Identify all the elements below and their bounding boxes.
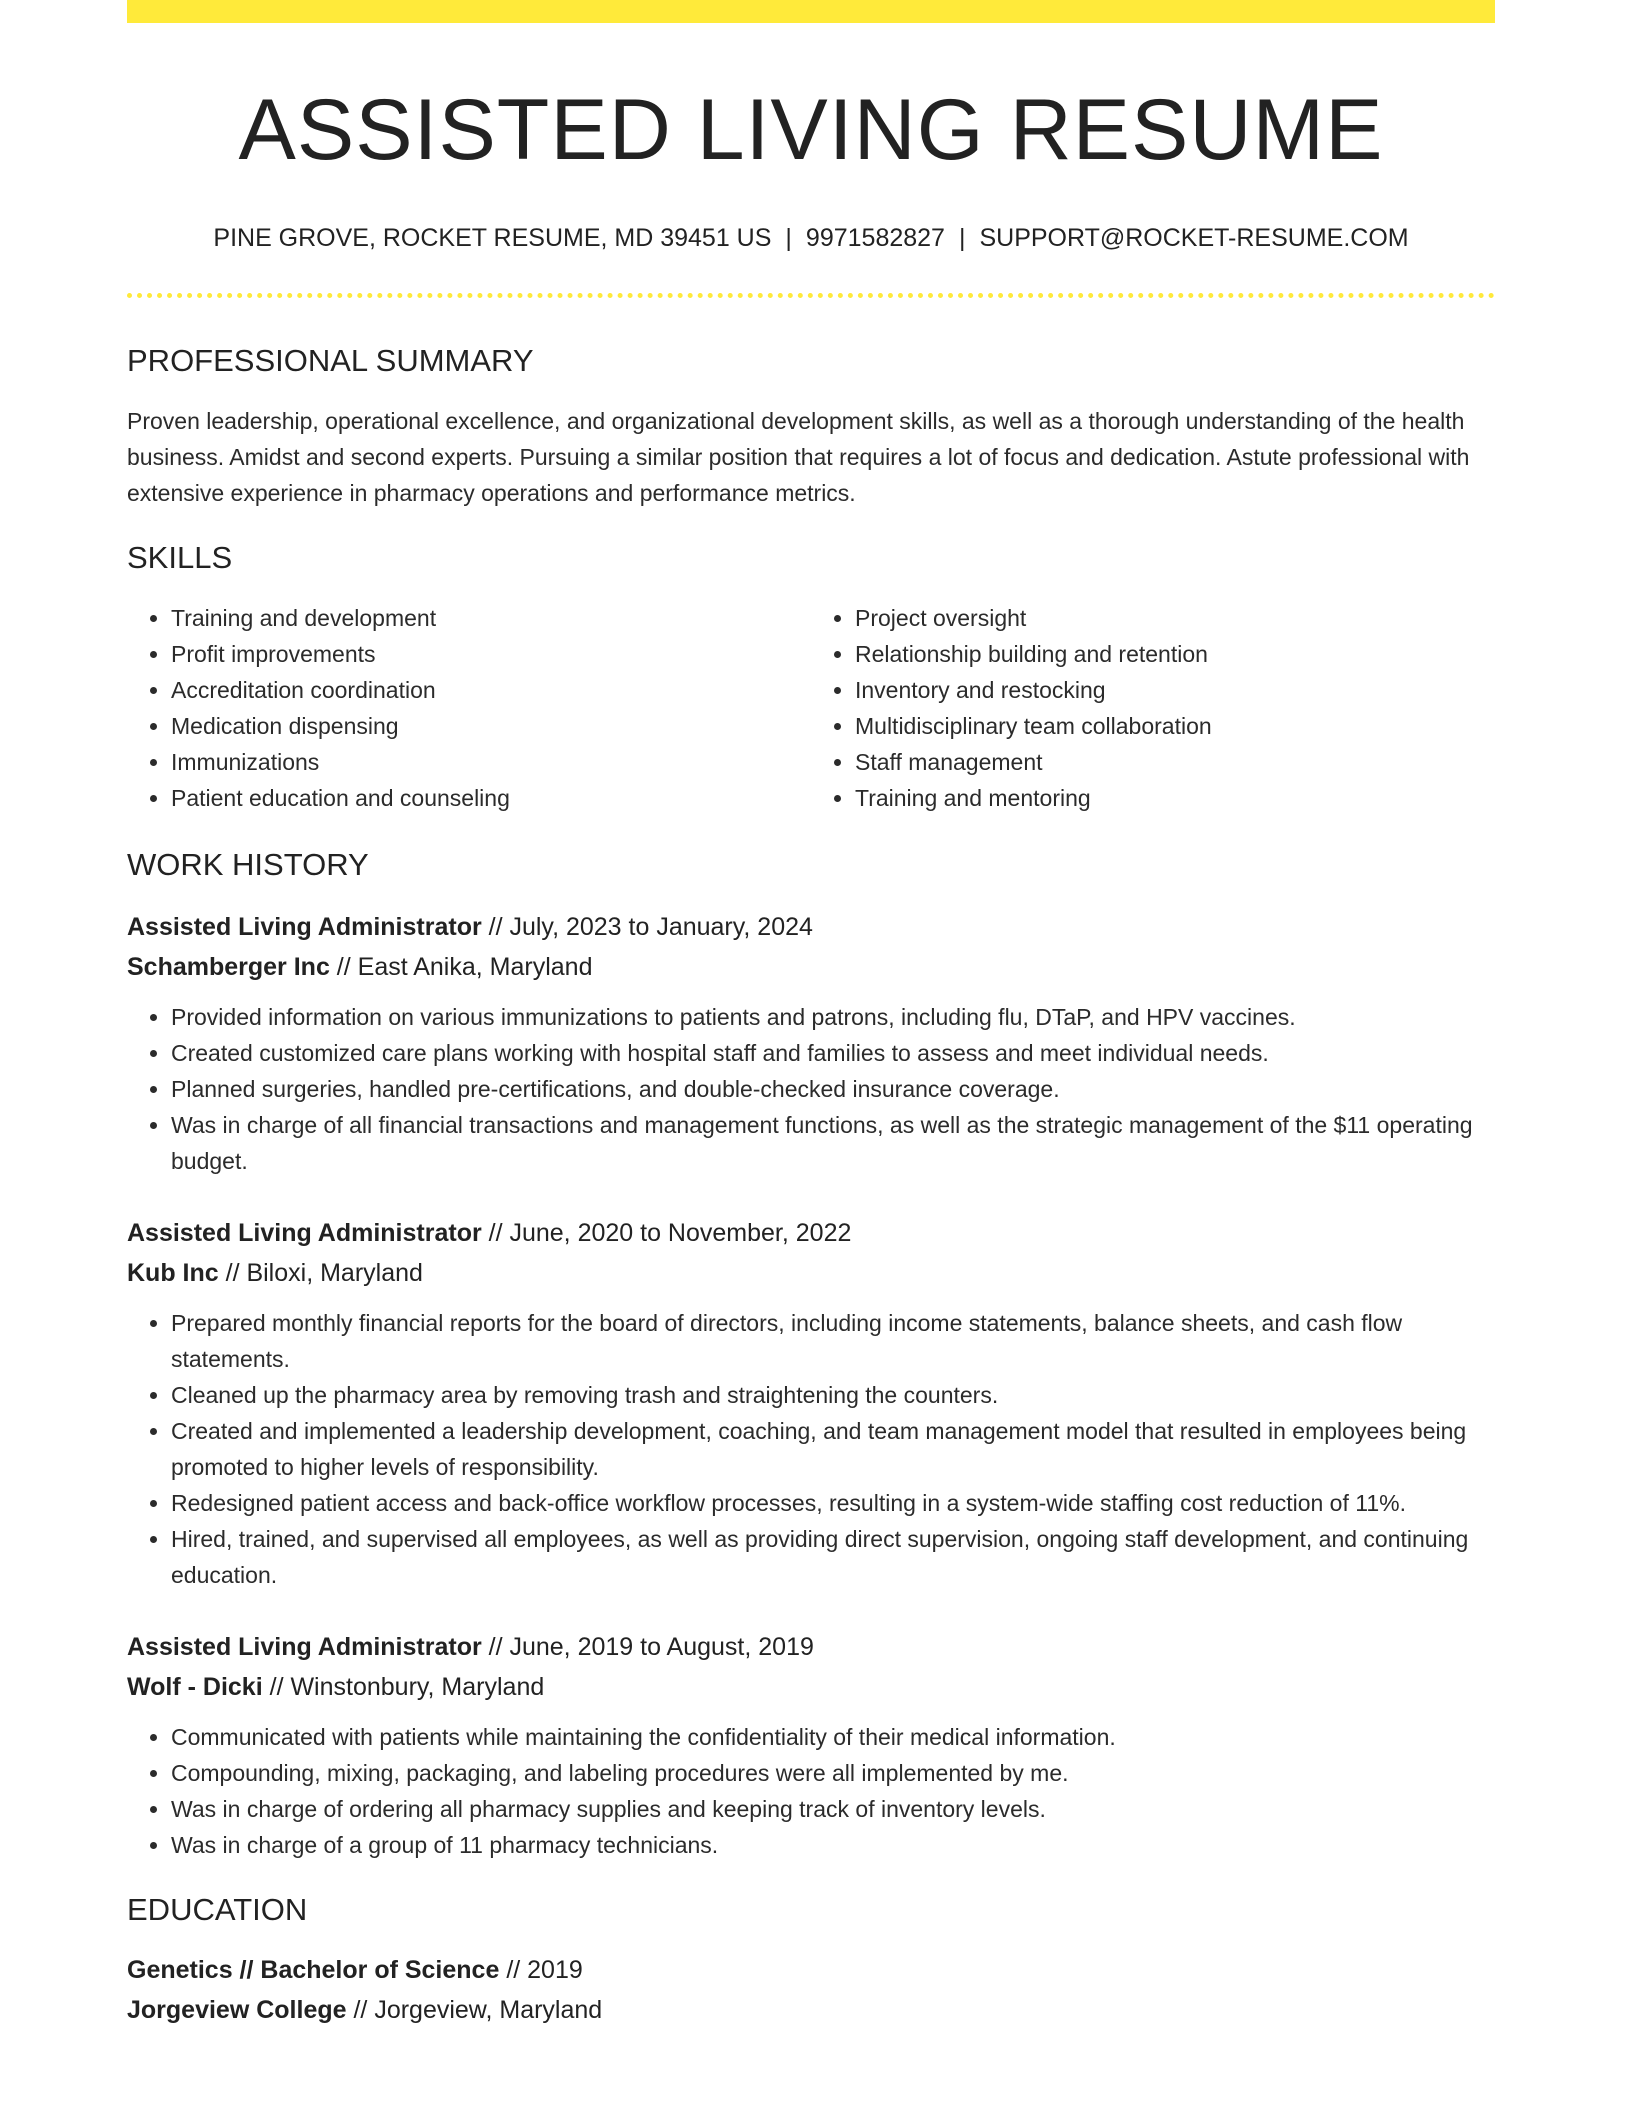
- skill-item: • Medication dispensing: [171, 708, 811, 744]
- job-title-line: [127, 1627, 1495, 1667]
- accent-bar: [127, 0, 1495, 23]
- job-company: Wolf - Dicki: [127, 1673, 263, 1702]
- skills-heading: SKILLS: [127, 539, 233, 575]
- email: SUPPORT@ROCKET-RESUME.COM: [979, 223, 1409, 252]
- job-company: Kub Inc: [127, 1259, 219, 1288]
- job-location: // East Anika, Maryland: [329, 953, 593, 982]
- education-year: // 2019: [499, 1956, 583, 1985]
- job-dates: // July, 2023 to January, 2024: [481, 913, 813, 942]
- job-bullet: • Provided information on various immunizations to patients and patrons, including flu, DTaP, and HPV vaccines.: [171, 999, 1495, 1035]
- job-bullets: [127, 999, 1495, 1179]
- job-bullet: • Redesigned patient access and back-office workflow processes, resulting in a system-wide staffing cost reduction of 11%.: [171, 1485, 1495, 1521]
- job-bullet: • Hired, trained, and supervised all employees, as well as providing direct supervision, ongoing staff development, and continuing education.: [171, 1521, 1495, 1593]
- job-entry: [127, 1213, 1495, 1593]
- skill-item: • Staff management: [855, 744, 1495, 780]
- job-dates: // June, 2019 to August, 2019: [481, 1633, 814, 1662]
- skill-item: • Multidisciplinary team collaboration: [855, 708, 1495, 744]
- job-bullet: • Was in charge of all financial transactions and management functions, as well as the strategic management of the $11 operating budget.: [171, 1107, 1495, 1179]
- skill-item: • Profit improvements: [171, 636, 811, 672]
- skill-item: • Training and development: [171, 600, 811, 636]
- contact-separator: |: [785, 223, 792, 252]
- job-bullets: [127, 1719, 1495, 1863]
- job-location: // Biloxi, Maryland: [218, 1259, 423, 1288]
- resume-page: [127, 0, 1495, 2030]
- skill-item: • Patient education and counseling: [171, 780, 811, 816]
- job-entry: [127, 1627, 1495, 1863]
- job-bullet: • Was in charge of a group of 11 pharmacy technicians.: [171, 1827, 1495, 1863]
- work-history-heading: WORK HISTORY: [127, 846, 369, 882]
- phone: 9971582827: [805, 223, 945, 252]
- skill-item: • Immunizations: [171, 744, 811, 780]
- skill-item: • Project oversight: [855, 600, 1495, 636]
- skill-item: • Training and mentoring: [855, 780, 1495, 816]
- job-bullet: • Planned surgeries, handled pre-certifications, and double-checked insurance coverage.: [171, 1071, 1495, 1107]
- job-company-line: [127, 947, 1495, 987]
- skills-grid: [127, 600, 1495, 816]
- job-bullet: • Created and implemented a leadership development, coaching, and team management model that resulted in employees being promoted to higher levels of responsibility.: [171, 1413, 1495, 1485]
- education-degree: Genetics // Bachelor of Science: [127, 1956, 500, 1985]
- job-company-line: [127, 1253, 1495, 1293]
- job-role: Assisted Living Administrator: [127, 913, 482, 942]
- job-title-line: [127, 1213, 1495, 1253]
- job-dates: // June, 2020 to November, 2022: [481, 1219, 852, 1248]
- job-title-line: [127, 907, 1495, 947]
- job-bullet: • Communicated with patients while maintaining the confidentiality of their medical information.: [171, 1719, 1495, 1755]
- job-entry: [127, 907, 1495, 1179]
- resume-title: ASSISTED LIVING RESUME: [238, 82, 1384, 178]
- education-degree-line: [127, 1950, 1495, 1990]
- contact-line: [127, 223, 1495, 253]
- job-bullets: [127, 1305, 1495, 1593]
- job-role: Assisted Living Administrator: [127, 1633, 482, 1662]
- job-bullet: • Was in charge of ordering all pharmacy supplies and keeping track of inventory levels.: [171, 1791, 1495, 1827]
- skills-right-column: [811, 600, 1495, 816]
- job-bullet: • Prepared monthly financial reports for the board of directors, including income statements, balance sheets, and cash flow statements.: [171, 1305, 1495, 1377]
- dotted-divider: [127, 293, 1495, 298]
- education-heading: EDUCATION: [127, 1892, 308, 1928]
- address: PINE GROVE, ROCKET RESUME, MD 39451 US: [213, 223, 772, 252]
- skills-left-column: [127, 600, 811, 816]
- education-location: // Jorgeview, Maryland: [346, 1996, 603, 2025]
- job-role: Assisted Living Administrator: [127, 1219, 482, 1248]
- education-entry: [127, 1950, 1495, 2030]
- job-bullet: • Compounding, mixing, packaging, and labeling procedures were all implemented by me.: [171, 1755, 1495, 1791]
- education-school-line: [127, 1990, 1495, 2030]
- summary-text: Proven leadership, operational excellence, and organizational development skills, as well as a thorough understanding of the health business. Amidst and second experts. Pursuing a similar position that requires a lot of focus and dedication. Astute professional with extensive experience in pharmacy operations and performance metrics.: [127, 407, 1470, 506]
- skill-item: • Accreditation coordination: [171, 672, 811, 708]
- skill-item: • Inventory and restocking: [855, 672, 1495, 708]
- summary-heading: PROFESSIONAL SUMMARY: [127, 342, 534, 378]
- job-company: Schamberger Inc: [127, 953, 330, 982]
- contact-separator: |: [958, 223, 966, 252]
- job-bullet: • Cleaned up the pharmacy area by removing trash and straightening the counters.: [171, 1377, 1495, 1413]
- job-location: // Winstonbury, Maryland: [262, 1673, 545, 1702]
- job-bullet: • Created customized care plans working with hospital staff and families to assess and meet individual needs.: [171, 1035, 1495, 1071]
- education-school: Jorgeview College: [127, 1996, 347, 2025]
- skill-item: • Relationship building and retention: [855, 636, 1495, 672]
- job-company-line: [127, 1667, 1495, 1707]
